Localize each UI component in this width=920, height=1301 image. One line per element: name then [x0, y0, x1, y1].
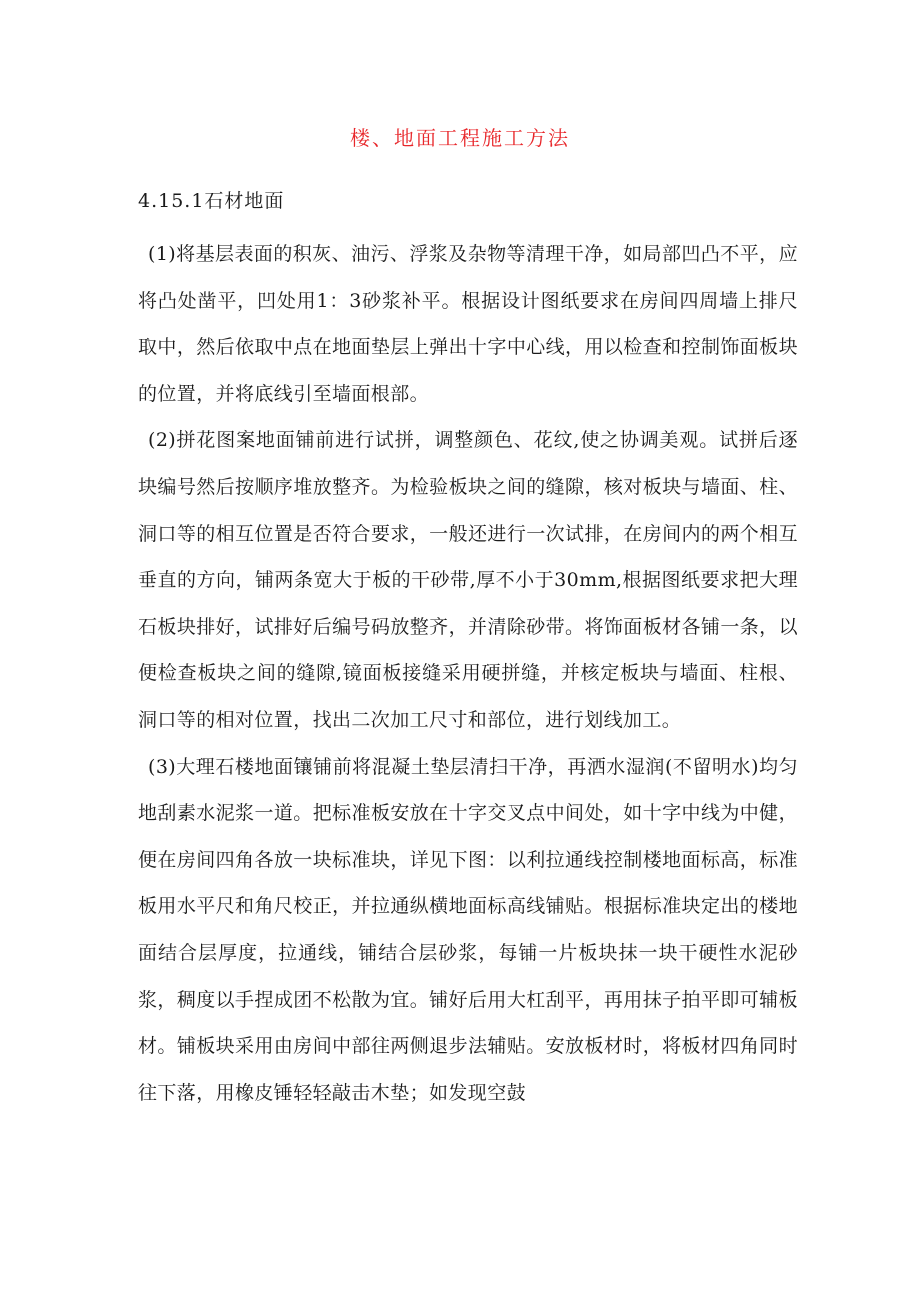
paragraph-1: (1)将基层表面的积灰、油污、浮浆及杂物等清理干净，如局部凹凸不平，应将凸处凿平，凹处用1：3砂浆补平。根据设计图纸要求在房间四周墙上排尺取中，然后依取中点在地面垫层上弹出十字中心线，用以检查和控制饰面板块的位置，并将底线引至墙面根部。 — [138, 243, 798, 405]
document-title: 楼、地面工程施工方法 — [350, 126, 570, 150]
section-heading: 4.15.1石材地面 — [138, 190, 285, 212]
paragraph-2: (2)拼花图案地面铺前进行试拼，调整颜色、花纹,使之协调美观。试拼后逐块编号然后按顺序堆放整齐。为检验板块之间的缝隙，核对板块与墙面、柱、洞口等的相互位置是否符合要求，一般还进行一次试排，在房间内的两个相互垂直的方向，铺两条宽大于板的干砂带,厚不小于30mm,根据图纸要求把大理石板块排好，试排好后编号码放整齐，并清除砂带。将饰面板材各铺一条，以便检查板块之间的缝隙,镜面板接缝采用硬拼缝，并核定板块与墙面、柱根、洞口等的相对位置，找出二次加工尺寸和部位，进行划线加工。 — [138, 429, 798, 731]
paragraph-3: (3)大理石楼地面镶铺前将混凝土垫层清扫干净，再洒水湿润(不留明水)均匀地刮素水泥浆一道。把标准板安放在十字交叉点中间处，如十字中线为中健，便在房间四角各放一块标准块，详见下图：以利拉通线控制楼地面标高，标准板用水平尺和角尺校正，并拉通纵横地面标高线铺贴。根据标准块定出的楼地面结合层厚度，拉通线，铺结合层砂浆，每铺一片板块抹一块干硬性水泥砂浆，稠度以手捏成团不松散为宜。铺好后用大杠刮平，再用抹子拍平即可辅板材。铺板块采用由房间中部往两侧退步法辅贴。安放板材时，将板材四角同时往下落，用橡皮锤轻轻敲击木垫；如发现空鼓 — [138, 755, 798, 1104]
document-body — [138, 231, 798, 1116]
